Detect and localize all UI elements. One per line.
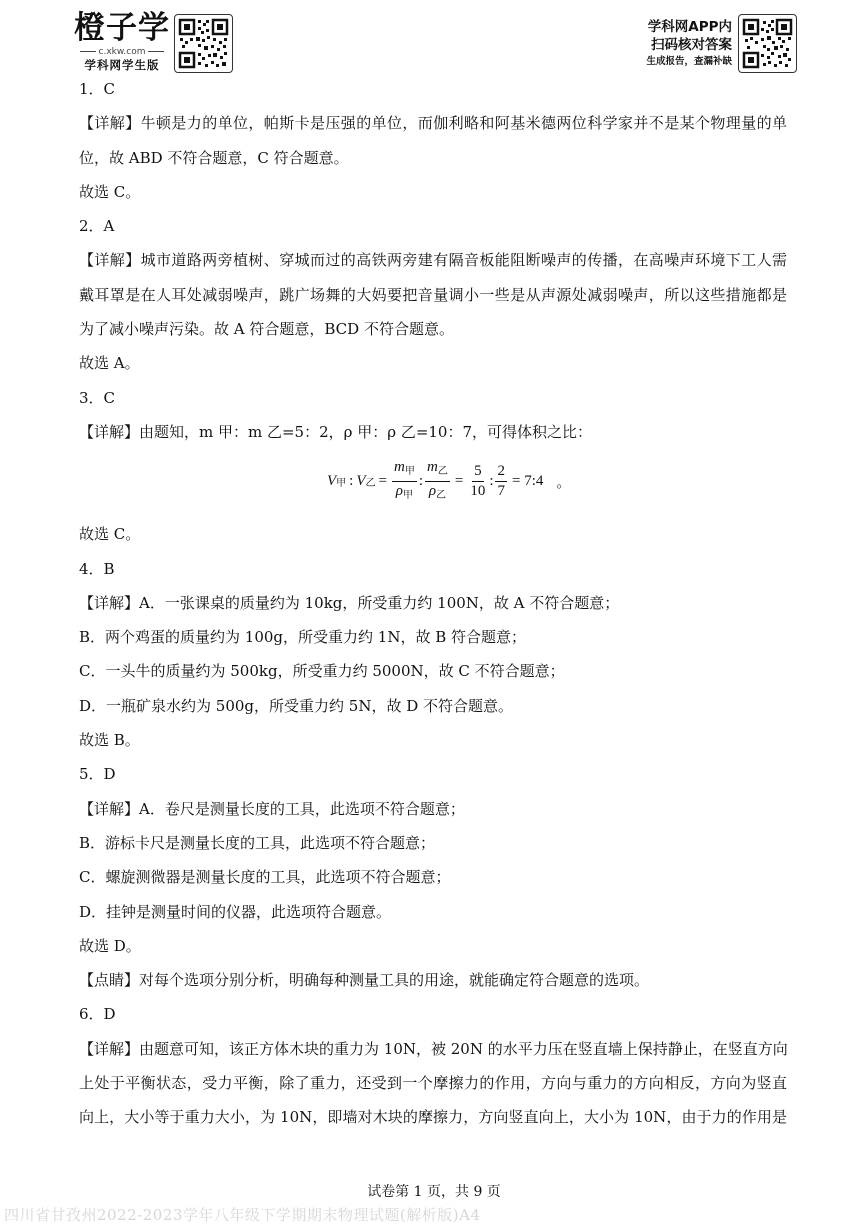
answer-number: 3．C	[79, 388, 116, 407]
conclusion-line: 故选 D。	[79, 936, 141, 955]
page-footer: 试卷第 1 页，共 9 页	[367, 1184, 501, 1200]
conclusion-line: 故选 C。	[79, 182, 141, 201]
explanation-line: 【详解】牛顿是力的单位，帕斯卡是压强的单位，而伽利略和阿基米德两位科学家并不是某个物理量的单	[79, 114, 787, 133]
formula-result: = 7:4	[511, 473, 544, 490]
answer-number: 1．C	[79, 80, 116, 98]
answer-number: 2．A	[79, 217, 115, 236]
explanation-line: B．两个鸡蛋的质量约为 100g，所受重力约 1N，故 B 符合题意；	[79, 628, 527, 647]
explanation-line: 戴耳罩是在人耳处减弱噪声，跳广场舞的大妈要把音量调小一些是从声源处减弱噪声，所以这些措施都是	[79, 285, 787, 304]
explanation-line: 【详解】由题知，m 甲：m 乙=5：2，ρ 甲：ρ 乙=10：7，可得体积之比：	[79, 422, 593, 441]
volume-ratio-formula: V 甲 : V 乙 = $\frac{m_甲}{\rho_甲}$ : $\frac{m_乙}{\rho_乙}$ = $\frac{5}{10}$ : $\frac{2}{7}$ = 7:4 。	[79, 449, 787, 517]
answer-number: 5．D	[79, 765, 116, 784]
logo-subtitle: 学科网学生版	[84, 58, 160, 72]
explanation-line: 为了减小噪声污染。故 A 符合题意，BCD 不符合题意。	[79, 320, 454, 339]
answer-content	[79, 72, 787, 1135]
conclusion-line: 故选 B。	[79, 731, 140, 750]
brand-logo	[72, 10, 172, 73]
answer-number: 6．D	[79, 1005, 116, 1024]
app-promo-line2: 扫码核对答案	[651, 37, 732, 53]
explanation-line: 上处于平衡状态，受力平衡，除了重力，还受到一个摩擦力的作用，方向与重力的方向相反，方向为竖直	[79, 1074, 787, 1093]
qr-code-icon	[738, 14, 797, 73]
answer-number: 4．B	[79, 559, 115, 578]
explanation-line: 向上，大小等于重力大小，为 10N，即墙对木块的摩擦力，方向竖直向上，大小为 10N，由于力的作用是	[79, 1108, 787, 1127]
explanation-line: D．一瓶矿泉水约为 500g，所受重力约 5N，故 D 不符合题意。	[79, 696, 514, 715]
conclusion-line: 故选 A。	[79, 354, 140, 373]
app-promo	[646, 18, 732, 69]
explanation-line: 【详解】由题意可知，该正方体木块的重力为 10N，被 20N 的水平力压在竖直墙上保持静止，在竖直方向	[79, 1039, 788, 1058]
conclusion-line: 故选 C。	[79, 525, 141, 544]
fraction-m-jia-rho-jia: $\frac{m_甲}{\rho_甲}$	[393, 459, 415, 502]
explanation-line: D．挂钟是测量时间的仪器，此选项符合题意。	[79, 902, 392, 921]
explanation-line: C．一头牛的质量约为 500kg，所受重力约 5000N，故 C 不符合题意；	[79, 662, 565, 681]
app-promo-line3: 生成报告，查漏补缺	[646, 56, 732, 67]
explanation-line: 位，故 ABD 不符合题意，C 符合题意。	[79, 148, 349, 167]
logo-text: 橙子学	[74, 10, 170, 46]
app-promo-line1: 学科网APP内	[647, 19, 732, 35]
qr-code-icon	[174, 14, 233, 73]
explanation-line: 【详解】A．卷尺是测量长度的工具，此选项不符合题意；	[79, 799, 465, 818]
tip-line: 【点睛】对每个选项分别分析，明确每种测量工具的用途，就能确定符合题意的选项。	[79, 971, 650, 990]
fraction-5-10: $\frac{5}{10}$	[470, 463, 486, 500]
explanation-line: C．螺旋测微器是测量长度的工具，此选项不符合题意；	[79, 868, 451, 887]
logo-url: c.xkw.com	[72, 46, 172, 58]
explanation-line: 【详解】城市道路两旁植树、穿城而过的高铁两旁建有隔音板能阻断噪声的传播，在高噪声环境下工人需	[79, 251, 787, 270]
fraction-m-yi-rho-yi: $\frac{m_乙}{\rho_乙}$	[427, 459, 448, 502]
document-watermark: 四川省甘孜州2022-2023学年八年级下学期期末物理试题(解析版)A4	[4, 1206, 481, 1224]
explanation-line: B．游标卡尺是测量长度的工具，此选项不符合题意；	[79, 833, 436, 852]
fraction-2-7: $\frac{2}{7}$	[497, 463, 505, 500]
explanation-line: 【详解】A．一张课桌的质量约为 10kg，所受重力约 100N，故 A 不符合题意；	[79, 593, 620, 612]
